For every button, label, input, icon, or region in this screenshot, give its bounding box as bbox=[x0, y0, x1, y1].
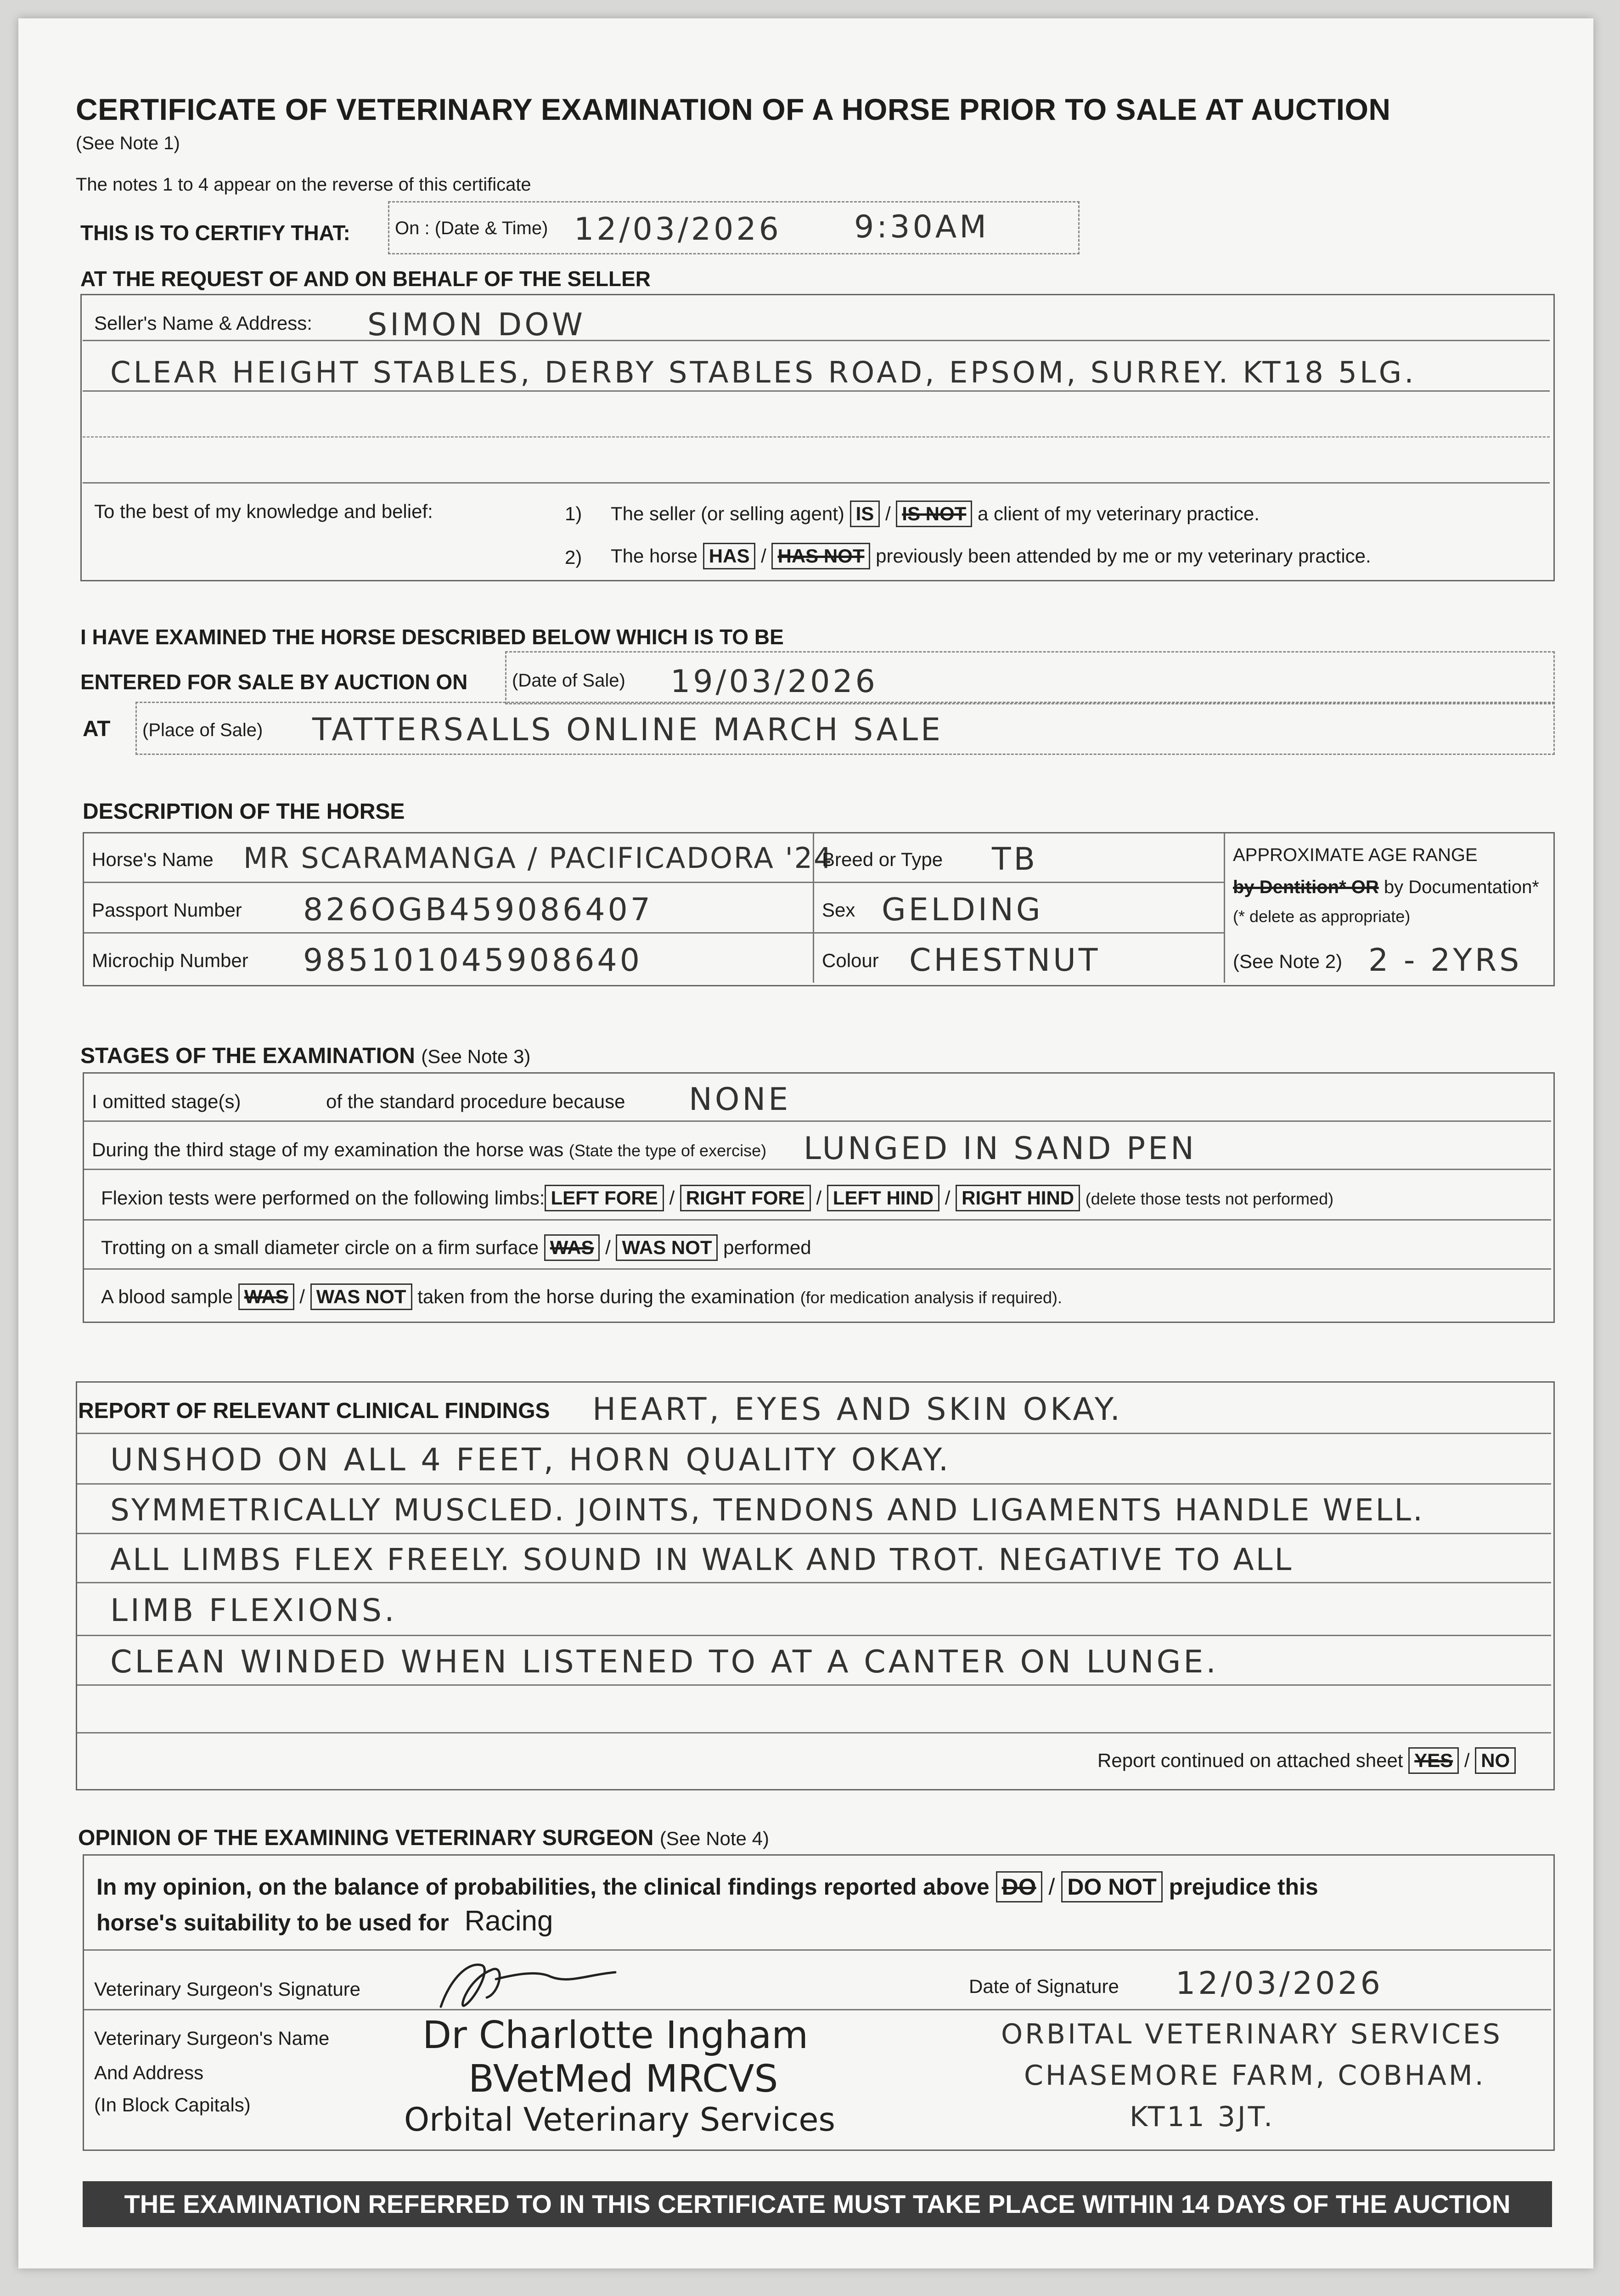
notes-line: The notes 1 to 4 appear on the reverse of this certificate bbox=[76, 174, 531, 195]
date-signature-value[interactable]: 12/03/2026 bbox=[1176, 1965, 1383, 2002]
third-stage-label: During the third stage of my examination the horse was (State the type of exercise) bbox=[92, 1139, 767, 1160]
examined-heading: I HAVE EXAMINED THE HORSE DESCRIBED BELOW WHICH IS TO BE bbox=[80, 625, 784, 649]
sale-place-value: TATTERSALLS ONLINE MARCH SALE bbox=[312, 712, 943, 748]
report-line-4[interactable]: ALL LIMBS FLEX FREELY. SOUND IN WALK AND TROT. NEGATIVE TO ALL bbox=[110, 1542, 1294, 1577]
entered-heading: ENTERED FOR SALE BY AUCTION ON bbox=[80, 670, 468, 694]
opinion-do-option[interactable]: DO bbox=[996, 1871, 1042, 1902]
certificate-page bbox=[18, 18, 1593, 2268]
omitted-value[interactable]: NONE bbox=[689, 1081, 791, 1118]
exam-date-value: 12/03/2026 bbox=[574, 211, 782, 248]
colour-value[interactable]: CHESTNUT bbox=[909, 942, 1101, 979]
seller-name-value[interactable]: SIMON DOW bbox=[367, 307, 586, 343]
age-by-dentition-option[interactable]: by Dentition* OR bbox=[1233, 877, 1379, 897]
passport-label: Passport Number bbox=[92, 899, 242, 921]
date-signature-label: Date of Signature bbox=[969, 1975, 1119, 1997]
vet-address-line-2[interactable]: CHASEMORE FARM, COBHAM. bbox=[1024, 2060, 1486, 2092]
trot-was-not-option[interactable]: WAS NOT bbox=[616, 1234, 718, 1261]
colour-label: Colour bbox=[822, 950, 879, 971]
at-label: AT bbox=[83, 717, 111, 741]
q2-statement: The horse HAS / HAS NOT previously been attended by me or my veterinary practice. bbox=[611, 543, 1371, 569]
report-line-3[interactable]: SYMMETRICALLY MUSCLED. JOINTS, TENDONS AND LIGAMENTS HANDLE WELL. bbox=[110, 1492, 1425, 1528]
vet-address-line-3[interactable]: KT11 3JT. bbox=[1130, 2101, 1275, 2133]
blood-row: A blood sample WAS / WAS NOT taken from the horse during the examination (for medication analysis if required). bbox=[101, 1283, 1062, 1310]
signature-image bbox=[432, 1952, 624, 2011]
signature-label: Veterinary Surgeon's Signature bbox=[94, 1978, 361, 2000]
sale-place-label: (Place of Sale) bbox=[142, 720, 263, 740]
horse-name-label: Horse's Name bbox=[92, 849, 214, 870]
page-title: CERTIFICATE OF VETERINARY EXAMINATION OF A HORSE PRIOR TO SALE AT AUCTION bbox=[76, 92, 1391, 126]
see-note-1: (See Note 1) bbox=[76, 133, 180, 153]
flexion-right-hind[interactable]: RIGHT HIND bbox=[956, 1185, 1080, 1211]
trot-was-option[interactable]: WAS bbox=[544, 1234, 600, 1261]
breed-value[interactable]: TB bbox=[992, 841, 1038, 878]
report-line-2[interactable]: UNSHOD ON ALL 4 FEET, HORN QUALITY OKAY. bbox=[110, 1442, 951, 1478]
breed-label: Breed or Type bbox=[822, 849, 943, 870]
certify-label: THIS IS TO CERTIFY THAT: bbox=[80, 221, 350, 245]
suitability-use-value[interactable]: Racing bbox=[464, 1905, 553, 1937]
age-by-doc-option[interactable]: by Documentation* bbox=[1384, 877, 1539, 897]
q2-has-not-option[interactable]: HAS NOT bbox=[771, 543, 870, 569]
q1-is-option[interactable]: IS bbox=[850, 501, 880, 527]
request-label: AT THE REQUEST OF AND ON BEHALF OF THE SELLER bbox=[80, 267, 651, 291]
flexion-row: Flexion tests were performed on the following limbs: LEFT FORE / RIGHT FORE / LEFT HIND / RIGHT HIND (delete those tests not performed) bbox=[101, 1185, 1333, 1211]
third-stage-value[interactable]: LUNGED IN SAND PEN bbox=[804, 1131, 1197, 1167]
report-line-6[interactable]: CLEAN WINDED WHEN LISTENED TO AT A CANTER ON LUNGE. bbox=[110, 1644, 1219, 1680]
trot-row: Trotting on a small diameter circle on a firm surface WAS / WAS NOT performed bbox=[101, 1234, 811, 1261]
opinion-line-2: horse's suitability to be used for Racing bbox=[96, 1905, 553, 1937]
vet-name-stamp: Dr Charlotte Ingham bbox=[422, 2014, 809, 2057]
age-note: (See Note 2) bbox=[1233, 951, 1343, 972]
seller-address-value[interactable]: CLEAR HEIGHT STABLES, DERBY STABLES ROAD, EPSOM, SURREY. KT18 5LG. bbox=[110, 356, 1417, 390]
age-delete-note: (* delete as appropriate) bbox=[1233, 907, 1411, 926]
report-line-1[interactable]: HEART, EYES AND SKIN OKAY. bbox=[592, 1391, 1123, 1428]
blood-was-option[interactable]: WAS bbox=[238, 1283, 294, 1310]
sale-date-label: (Date of Sale) bbox=[512, 670, 625, 691]
q1-number: 1) bbox=[565, 503, 582, 524]
vet-address-label: And Address bbox=[94, 2062, 204, 2083]
passport-value[interactable]: 826OGB459086407 bbox=[303, 892, 653, 928]
knowledge-label: To the best of my knowledge and belief: bbox=[94, 501, 433, 522]
exam-time-value: 9:30AM bbox=[854, 209, 989, 245]
opinion-statement: In my opinion, on the balance of probabilities, the clinical findings reported above DO / DO NOT prejudice this bbox=[96, 1871, 1318, 1902]
continued-no-option[interactable]: NO bbox=[1475, 1747, 1516, 1774]
opinion-heading: OPINION OF THE EXAMINING VETERINARY SURGEON (See Note 4) bbox=[78, 1826, 769, 1850]
vet-address-line-1[interactable]: ORBITAL VETERINARY SERVICES bbox=[1001, 2018, 1502, 2050]
omitted-label: I omitted stage(s) bbox=[92, 1091, 241, 1112]
report-line-5[interactable]: LIMB FLEXIONS. bbox=[110, 1593, 397, 1629]
vet-practice-stamp: Orbital Veterinary Services bbox=[404, 2101, 835, 2138]
age-value[interactable]: 2 - 2YRS bbox=[1368, 942, 1522, 979]
seller-section bbox=[80, 294, 1555, 581]
horse-heading: DESCRIPTION OF THE HORSE bbox=[83, 799, 405, 824]
vet-quals-stamp: BVetMed MRCVS bbox=[468, 2057, 778, 2101]
horse-name-value[interactable]: MR SCARAMANGA / PACIFICADORA '24 bbox=[243, 841, 833, 875]
report-continued: Report continued on attached sheet YES / NO bbox=[1097, 1747, 1516, 1774]
deadline-banner: THE EXAMINATION REFERRED TO IN THIS CERTIFICATE MUST TAKE PLACE WITHIN 14 DAYS OF THE AUCTION bbox=[83, 2181, 1552, 2227]
on-label: On : (Date & Time) bbox=[395, 218, 548, 238]
age-method bbox=[1233, 877, 1539, 898]
q1-statement: The seller (or selling agent) IS / IS NOT a client of my veterinary practice. bbox=[611, 501, 1260, 527]
block-capitals-label: (In Block Capitals) bbox=[94, 2094, 251, 2116]
q1-is-not-option[interactable]: IS NOT bbox=[896, 501, 972, 527]
continued-yes-option[interactable]: YES bbox=[1408, 1747, 1459, 1774]
stages-heading: STAGES OF THE EXAMINATION (See Note 3) bbox=[80, 1044, 531, 1068]
blood-was-not-option[interactable]: WAS NOT bbox=[310, 1283, 412, 1310]
vet-name-label: Veterinary Surgeon's Name bbox=[94, 2027, 330, 2049]
microchip-label: Microchip Number bbox=[92, 950, 248, 971]
q2-number: 2) bbox=[565, 546, 582, 568]
flexion-left-hind[interactable]: LEFT HIND bbox=[827, 1185, 939, 1211]
q2-has-option[interactable]: HAS bbox=[703, 543, 756, 569]
sex-value[interactable]: GELDING bbox=[882, 892, 1043, 928]
omitted-mid-label: of the standard procedure because bbox=[326, 1091, 625, 1112]
sex-label: Sex bbox=[822, 899, 855, 921]
opinion-do-not-option[interactable]: DO NOT bbox=[1061, 1871, 1162, 1902]
microchip-value[interactable]: 985101045908640 bbox=[303, 942, 642, 979]
sale-date-value: 19/03/2026 bbox=[670, 664, 878, 700]
seller-label: Seller's Name & Address: bbox=[94, 312, 312, 334]
flexion-left-fore[interactable]: LEFT FORE bbox=[545, 1185, 664, 1211]
report-heading: REPORT OF RELEVANT CLINICAL FINDINGS bbox=[78, 1399, 550, 1423]
sale-date-box[interactable] bbox=[505, 651, 1555, 704]
flexion-right-fore[interactable]: RIGHT FORE bbox=[680, 1185, 811, 1211]
age-heading: APPROXIMATE AGE RANGE bbox=[1233, 845, 1478, 865]
